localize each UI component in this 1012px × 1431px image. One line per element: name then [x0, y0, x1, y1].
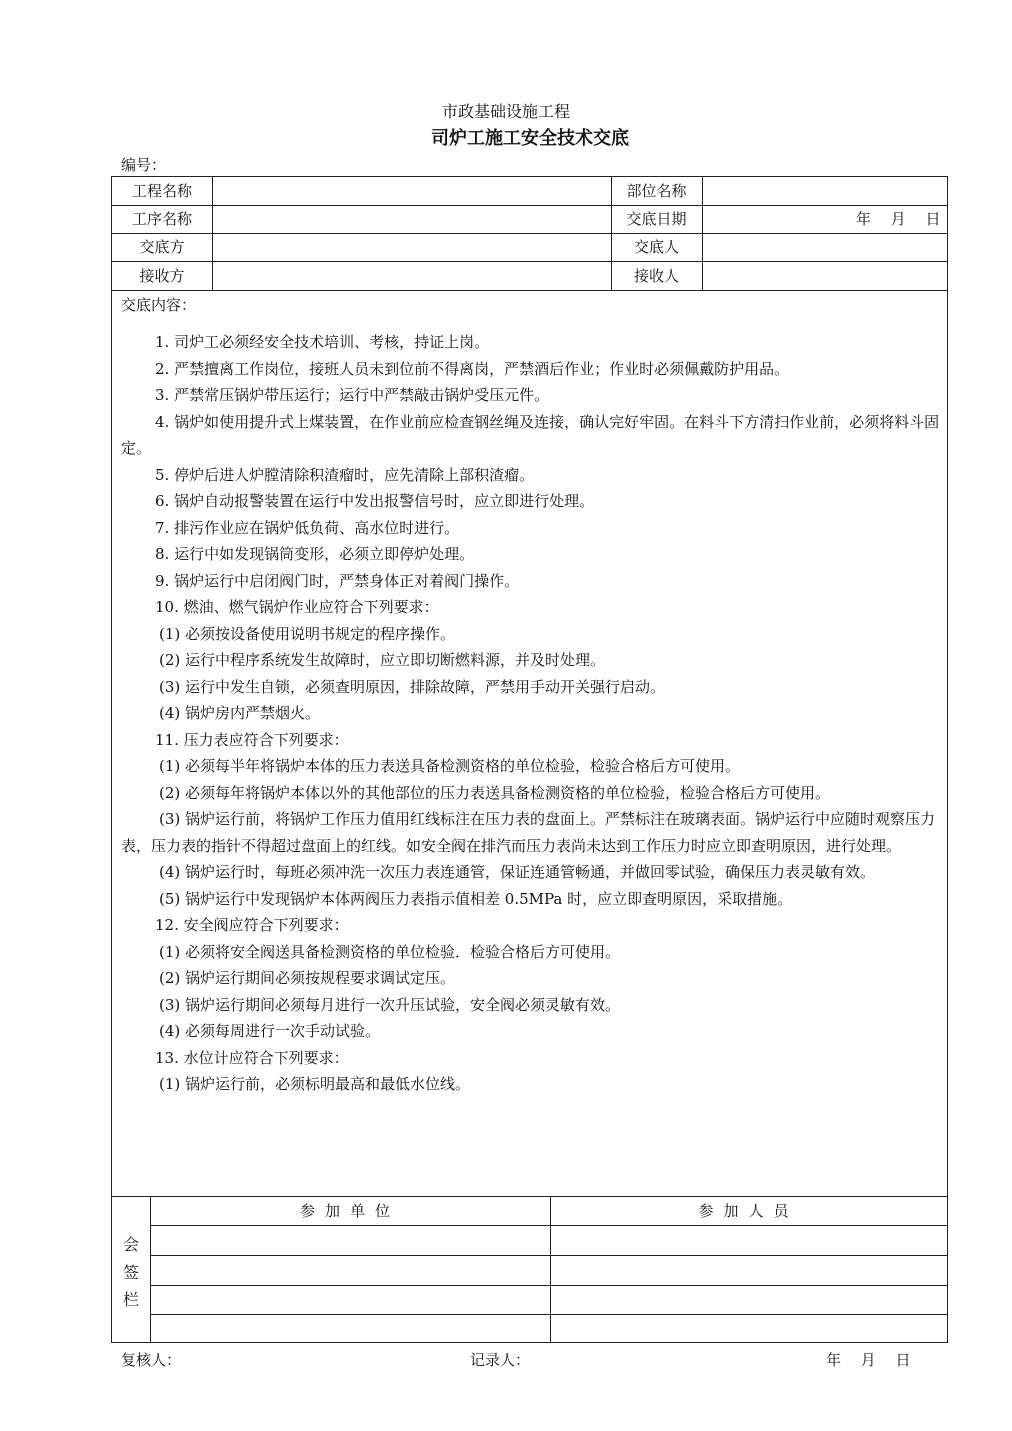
- content-item: (1) 锅炉运行前，必须标明最高和最低水位线。: [159, 1075, 471, 1093]
- content-item: 1. 司炉工必须经安全技术培训、考核，持证上岗。: [155, 333, 490, 351]
- content-body: [121, 329, 941, 1098]
- content-item: 5. 停炉后进人炉膛清除积渣瘤时，应先清除上部积渣瘤。: [155, 465, 535, 484]
- document-subtitle: 市政基础设施工程: [441, 102, 570, 121]
- content-item: (1) 必须每半年将锅炉本体的压力表送具备检测资格的单位检验，检验合格后方可使用。: [159, 757, 741, 775]
- part-name-label: 部位名称: [626, 182, 687, 200]
- content-item: 13. 水位计应符合下列要求：: [155, 1048, 349, 1067]
- content-item: 2. 严禁擅离工作岗位，接班人员未到位前不得离岗，严禁酒后作业；作业时必须佩戴防护用品。: [155, 359, 790, 378]
- content-item: (3) 运行中发生自锁，必须查明原因，排除故障，严禁用手动开关强行启动。: [159, 677, 666, 696]
- disclosure-date-label: 交底日期: [626, 210, 687, 228]
- discloser-person-label: 交底人: [633, 238, 679, 256]
- content-item: (5) 锅炉运行中发现锅炉本体两阀压力表指示值相差 0.5MPa 时，应立即查明原因，采取措施。: [159, 889, 793, 908]
- content-item: (3) 锅炉运行前，将锅炉工作压力值用红线标注在压力表的盘面上。严禁标注在玻璃表面。锅炉运行中应随时观察压力表，压力表的指针不得超过盘面上的红线。如安全阀在排汽而压力表尚未达到工作压力时应立即查明原因，进行处理。: [121, 810, 936, 855]
- recorder-label: 记录人：: [470, 1351, 531, 1369]
- content-item: (1) 必须按设备使用说明书规定的程序操作。: [159, 624, 456, 643]
- receiver-party-label: 接收方: [139, 267, 185, 285]
- content-item: 4. 锅炉如使用提升式上煤装置，在作业前应检查钢丝绳及连接，确认完好牢固。在料斗下方清扫作业前，必须将料斗固定。: [121, 412, 940, 457]
- content-item: (4) 必须每周进行一次手动试验。: [159, 1022, 381, 1040]
- participant-person-header: 参加人员: [698, 1202, 799, 1220]
- content-item: 6. 锅炉自动报警装置在运行中发出报警信号时，应立即进行处理。: [155, 492, 595, 510]
- project-name-value[interactable]: [213, 177, 611, 205]
- receiver-person-value[interactable]: [703, 262, 947, 290]
- receiver-person-label: 接收人: [633, 267, 679, 285]
- process-name-value[interactable]: [213, 205, 611, 233]
- discloser-person-value[interactable]: [703, 233, 947, 261]
- content-item: (3) 锅炉运行期间必须每月进行一次升压试验，安全阀必须灵敏有效。: [159, 995, 621, 1014]
- content-item: (2) 必须每年将锅炉本体以外的其他部位的压力表送具备检测资格的单位检验，检验合格后方可使用。: [159, 783, 831, 802]
- footer-date: 年 月 日: [826, 1351, 911, 1369]
- disclosure-date-value[interactable]: 年 月 日: [856, 210, 941, 228]
- content-item: 7. 排污作业应在锅炉低负荷、高水位时进行。: [155, 518, 460, 537]
- sign-side-char-2: 签: [122, 1263, 139, 1282]
- content-label: 交底内容：: [121, 296, 197, 314]
- content-item: (2) 锅炉运行期间必须按规程要求调试定压。: [159, 969, 456, 987]
- content-item: (4) 锅炉运行时，每班必须冲洗一次压力表连通管，保证连通管畅通，并做回零试验，确保压力表灵敏有效。: [159, 863, 876, 881]
- content-item: 11. 压力表应符合下列要求：: [155, 730, 349, 749]
- participant-unit-header: 参加单位: [299, 1202, 400, 1220]
- content-item: 8. 运行中如发现锅筒变形，必须立即停炉处理。: [155, 545, 475, 563]
- content-item: 9. 锅炉运行中启闭阀门时，严禁身体正对着阀门操作。: [155, 571, 520, 590]
- content-item: (4) 锅炉房内严禁烟火。: [159, 704, 321, 722]
- content-item: (2) 运行中程序系统发生故障时，应立即切断燃料源，并及时处理。: [159, 651, 606, 669]
- content-item: 10. 燃油、燃气锅炉作业应符合下列要求：: [155, 598, 439, 616]
- part-name-value[interactable]: [703, 177, 947, 205]
- sign-side-char-1: 会: [122, 1235, 139, 1254]
- receiver-party-value[interactable]: [213, 262, 611, 290]
- discloser-party-label: 交底方: [139, 238, 185, 256]
- process-name-label: 工序名称: [131, 210, 192, 228]
- document-title: 司炉工施工安全技术交底: [431, 128, 629, 149]
- discloser-party-value[interactable]: [213, 233, 611, 261]
- project-name-label: 工程名称: [131, 182, 192, 200]
- sign-side-char-3: 栏: [122, 1290, 139, 1309]
- doc-number-label: 编号：: [121, 156, 167, 174]
- reviewer-label: 复核人：: [121, 1351, 182, 1369]
- content-item: 3. 严禁常压锅炉带压运行；运行中严禁敲击锅炉受压元件。: [155, 386, 550, 404]
- content-item: (1) 必须将安全阀送具备检测资格的单位检验．检验合格后方可使用。: [159, 942, 621, 961]
- content-item: 12. 安全阀应符合下列要求：: [155, 916, 349, 934]
